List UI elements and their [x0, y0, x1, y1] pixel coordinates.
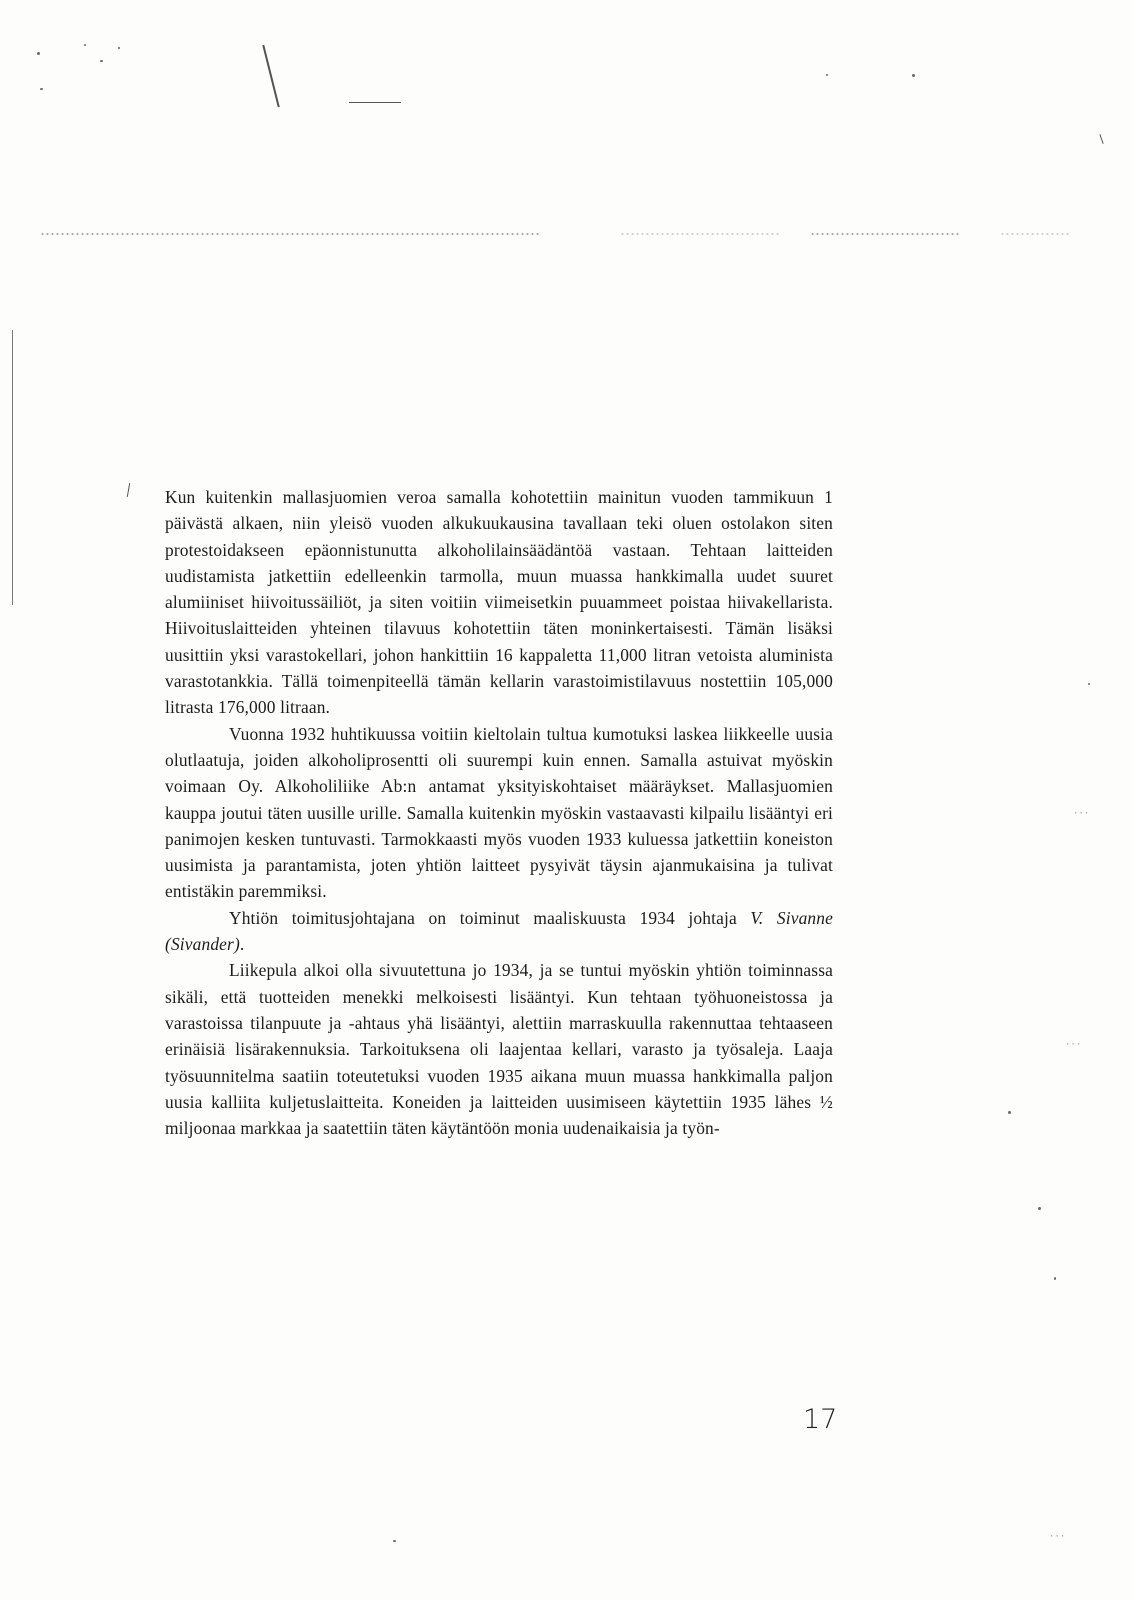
scan-speck [100, 60, 103, 62]
margin-smudge: ··· [1065, 1040, 1082, 1050]
paragraph-text: Yhtiön toimitusjohtajana on toiminut maaliskuusta 1934 johtaja [229, 907, 751, 928]
scan-speck [118, 47, 120, 49]
scan-line [262, 45, 279, 108]
margin-smudge: ··· [1073, 809, 1090, 819]
scan-speck [826, 74, 828, 76]
body-text [165, 484, 833, 1141]
bleed-through-row [1000, 232, 1070, 236]
margin-smudge: ··· [1049, 1532, 1066, 1542]
bleed-through-row [620, 232, 780, 236]
bleed-through-row [810, 232, 960, 236]
scan-speck [1054, 1277, 1056, 1280]
scan-speck [40, 88, 43, 90]
scan-speck [393, 1540, 396, 1542]
scan-speck [37, 52, 40, 55]
scan-speck [1088, 683, 1090, 685]
scan-speck [84, 44, 86, 46]
scan-line [12, 330, 13, 605]
paragraph [165, 905, 833, 958]
scan-speck [912, 74, 915, 77]
paragraph: Kun kuitenkin mallasjuomien veroa samalla kohotettiin mainitun vuoden tammikuun 1 päivästä alkaen, niin yleisö vuoden alkukuukausina tavallaan teki oluen ostolakon siten protestoidakseen epäonnistunutta alkoholilainsäädäntöä vastaan. Tehtaan laitteiden uudistamista jatkettiin edelleenkin tarmolla, muun muassa hankkimalla uudet suuret alumiiniset hiivoitussäiliöt, ja siten voitiin viimeisetkin puuammeet poistaa hiivakellarista. Hiivoituslaitteiden yhteinen tilavuus kohotettiin täten moninkertaisesti. Tämän lisäksi uusittiin yksi varastokellari, johon hankittiin 16 kappaletta 11,000 litran vetoista aluminista varastotankkia. Tällä toimenpiteellä tämän kellarin varastoimistilavuus nostettiin 105,000 litrasta 176,000 litraan. [165, 487, 833, 718]
bleed-through-row [40, 232, 540, 236]
author-name: V. Sivanne (Sivander) [165, 907, 833, 955]
paragraph: Vuonna 1932 huhtikuussa voitiin kieltolain tultua kumotuksi laskea liikkeelle uusia olutlaatuja, joiden alkoholiprosentti oli suurempi kuin ennen. Samalla astuivat myöskin voimaan Oy. Alkoholiliike Ab:n antamat yksityiskohtaiset määräykset. Mallasjuomien kauppa joutui täten uusille urille. Samalla kuitenkin myöskin vastaavasti kilpailu lisääntyi eri panimojen kesken tuntuvasti. Tarmokkaasti myös vuoden 1933 kuluessa jatkettiin koneiston uusimista ja parantamista, joten yhtiön laitteet pysyivät täysin ajanmukaisina ja tulivat entistäkin paremmiksi. [165, 723, 833, 902]
scan-speck [1008, 1111, 1011, 1114]
scan-line [349, 102, 401, 103]
paragraph: Liikepula alkoi olla sivuutettuna jo 1934, ja se tuntui myöskin yhtiön toiminnassa sikäli, että tuotteiden menekki melkoisesti lisääntyi. Kun tehtaan työhuoneistossa ja varastoissa tilanpuute ja -ahtaus yhä lisääntyi, alettiin marraskuulla rakennuttaa tehtaaseen erinäisiä lisärakennuksia. Tarkoituksena oli laajentaa kellari, varasto ja työsaleja. Laaja työsuunnitelma saatiin toteutetuksi vuoden 1935 aikana muun muassa hankkimalla paljon uusia kalliita kuljetuslaitteita. Koneiden ja laitteiden uusimiseen käytettiin 1935 lähes ½ miljoonaa markkaa ja saatettiin täten käytäntöön monia uudenaikaisia ja työn- [165, 960, 833, 1139]
scan-line [127, 483, 130, 497]
scan-speck [1038, 1207, 1041, 1210]
scan-line [1099, 134, 1103, 144]
page-number: 17 [803, 1404, 838, 1435]
paragraph-text: . [239, 934, 245, 955]
